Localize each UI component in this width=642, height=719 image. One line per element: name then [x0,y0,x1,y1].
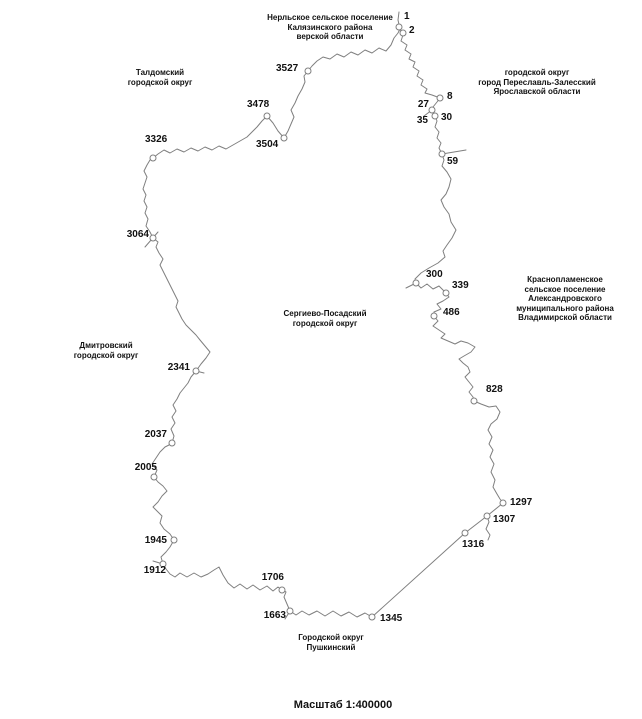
boundary-point-30 [432,113,438,119]
boundary-point-2 [400,30,406,36]
point-number-label-2005: 2005 [134,462,157,473]
point-number-label-1307: 1307 [493,514,516,525]
point-number-label-3527: 3527 [276,63,299,74]
point-number-label-2037: 2037 [144,429,167,440]
point-number-label-1297: 1297 [510,497,533,508]
boundary-point-486 [431,313,437,319]
region-label-line: муниципального района [516,303,614,313]
region-label-line: Городской округ [298,633,364,642]
boundary-point-3504 [281,135,287,141]
boundary-point-1297 [500,500,506,506]
point-number-label-1: 1 [404,11,410,22]
boundary-point-1945 [171,537,177,543]
region-label-dmitrovsky [74,341,139,360]
point-number-label-3064: 3064 [126,229,149,240]
boundary-point-1316 [462,530,468,536]
point-number-label-2341: 2341 [167,362,190,373]
boundary-point-59 [439,151,445,157]
point-number-label-486: 486 [443,307,460,318]
region-label-line: верской области [296,32,364,41]
region-label-taldomsky [128,68,193,87]
region-label-line: городской округ [292,318,358,328]
region-label-line: Ярославской области [493,87,581,96]
boundary-point-339 [443,290,449,296]
point-number-label-8: 8 [447,91,453,102]
boundary-point-8 [437,95,443,101]
region-label-line: Калязинского района [287,22,373,32]
boundary-point-828 [471,398,477,404]
scale-label: Масштаб 1:400000 [293,699,393,711]
region-label-line: Пушкинский [306,642,356,652]
point-number-label-30: 30 [441,112,453,123]
point-number-label-3478: 3478 [247,99,270,110]
region-label-line: Нерльское сельское поселение [267,13,393,22]
point-number-label-300: 300 [426,269,443,280]
boundary-point-3326 [150,155,156,161]
point-number-label-828: 828 [486,384,503,395]
boundary-point-1307 [484,513,490,519]
region-label-line: сельское поселение [524,284,606,294]
point-number-label-1316: 1316 [462,539,485,550]
boundary-point-300 [413,280,419,286]
point-number-label-27: 27 [417,99,429,110]
point-number-label-3504: 3504 [256,139,279,150]
region-label-pereslavl [478,68,596,97]
boundary-point-3527 [305,68,311,74]
region-label-krasnoplamenskoe [516,275,614,323]
region-label-line: городской округ [127,77,193,87]
region-label-nerlskoe [267,13,393,42]
boundary-point-1345 [369,614,375,620]
region-label-line: город Переславль-Залесский [478,77,596,87]
point-number-label-2: 2 [409,25,415,36]
region-label-line: Талдомский [135,68,185,77]
boundary-point-27 [429,107,435,113]
region-label-pushkinsky [298,633,364,652]
point-number-label-1945: 1945 [144,535,167,546]
region-label-line: городской округ [73,350,139,360]
boundary-point-2037 [169,440,175,446]
boundary-point-3064 [150,235,156,241]
boundary-point-1663 [287,608,293,614]
point-number-label-59: 59 [447,156,459,167]
boundary-point-1706 [279,587,285,593]
region-label-line: городской округ [504,68,570,77]
boundary-point-2341 [193,368,199,374]
point-number-label-1706: 1706 [261,572,284,583]
point-number-label-339: 339 [452,280,469,291]
point-number-label-1663: 1663 [263,610,286,621]
boundary-point-3478 [264,113,270,119]
region-label-line: Владимирской области [518,313,612,322]
boundary-point-1 [396,24,402,30]
region-label-line: Александровского [528,294,602,303]
point-number-label-1912: 1912 [143,565,166,576]
point-number-label-35: 35 [416,115,428,126]
region-label-line: Краснопламенское [527,275,603,284]
boundary-point-2005 [151,474,157,480]
region-label-sergiev-posad [284,309,367,328]
point-number-label-3326: 3326 [145,134,168,145]
region-label-line: Дмитровский [79,341,133,350]
point-number-label-1345: 1345 [380,613,403,624]
region-label-line: Сергиево-Посадский [283,309,367,318]
